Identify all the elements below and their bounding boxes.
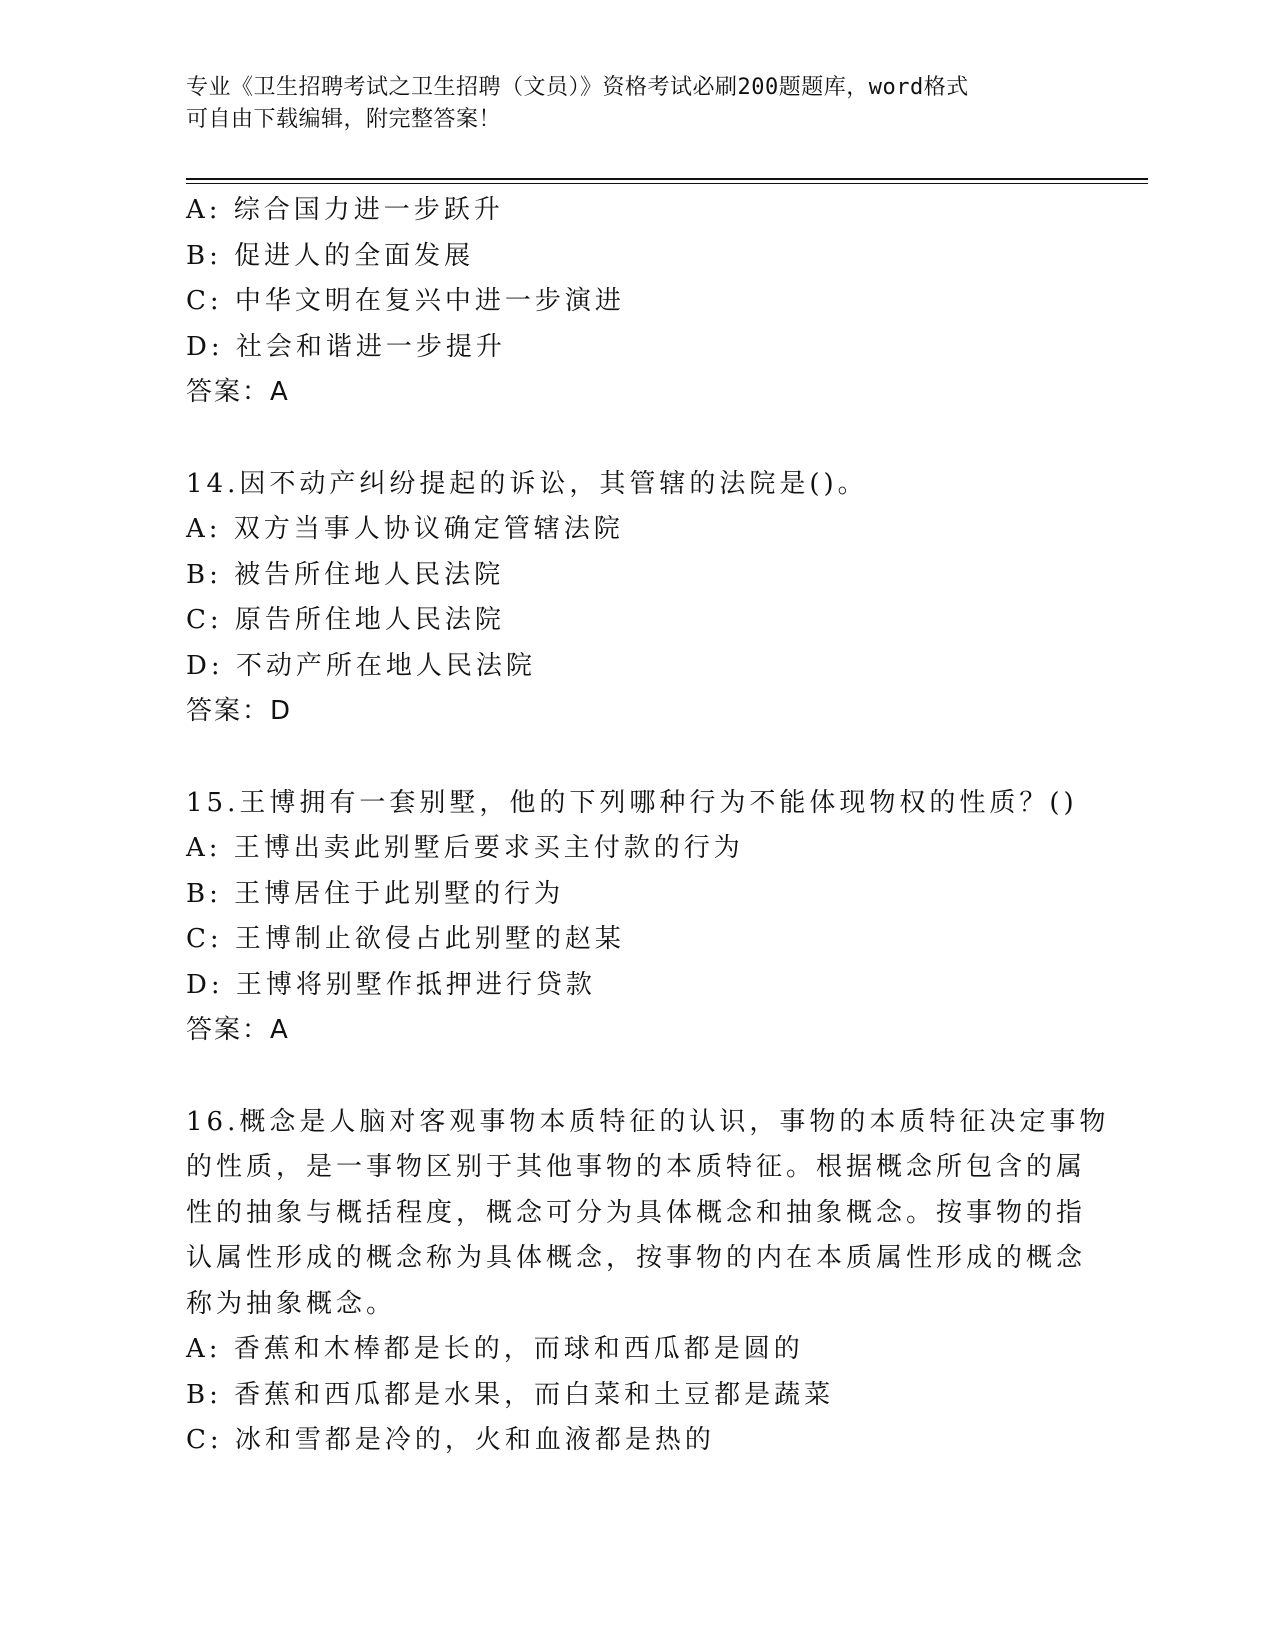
answer: 答案：D xyxy=(186,696,293,726)
answer: 答案：A xyxy=(186,1015,290,1045)
option-c: C: 原告所住地人民法院 xyxy=(186,605,505,635)
option-a: A: 综合国力进一步跃升 xyxy=(186,195,504,225)
option-d: D: 不动产所在地人民法院 xyxy=(186,650,536,681)
question-stem-line: 称为抽象概念。 xyxy=(186,1288,397,1319)
option-d: D: 王博将别墅作抵押进行贷款 xyxy=(186,969,596,1000)
option-a: A: 王博出卖此别墅后要求买主付款的行为 xyxy=(186,833,744,863)
question-stem-line: 16.概念是人脑对客观事物本质特征的认识，事物的本质特征决定事物 xyxy=(186,1106,1110,1137)
header-line-2: 可自由下载编辑，附完整答案！ xyxy=(186,107,502,132)
question-16 xyxy=(186,1100,1110,1464)
option-b: B: 促进人的全面发展 xyxy=(186,240,475,271)
option-b: B: 香蕉和西瓜都是水果，而白菜和土豆都是蔬菜 xyxy=(186,1379,835,1410)
option-b: B: 王博居住于此别墅的行为 xyxy=(186,878,565,909)
question-stem: 15.王博拥有一套别墅，他的下列哪种行为不能体现物权的性质？() xyxy=(186,787,1078,818)
header-line-1: 专业《卫生招聘考试之卫生招聘（文员）》资格考试必刷200题题库，word格式 xyxy=(186,75,969,100)
document-header xyxy=(186,72,1086,136)
option-a: A: 双方当事人协议确定管辖法院 xyxy=(186,514,624,544)
option-b: B: 被告所住地人民法院 xyxy=(186,559,505,590)
question-list xyxy=(186,188,1110,1464)
question-15 xyxy=(186,781,1086,1054)
option-a: A: 香蕉和木棒都是长的，而球和西瓜都是圆的 xyxy=(186,1334,804,1364)
question-stem-line: 性的抽象与概括程度，概念可分为具体概念和抽象概念。按事物的指 xyxy=(186,1197,1087,1228)
question-14 xyxy=(186,462,1086,735)
option-c: C: 王博制止欲侵占此别墅的赵某 xyxy=(186,924,625,954)
spacer xyxy=(186,1054,1086,1100)
question-stem-line: 的性质，是一事物区别于其他事物的本质特征。根据概念所包含的属 xyxy=(186,1152,1087,1182)
header-rule-thick xyxy=(186,178,1148,180)
question-stem: 14.因不动产纠纷提起的诉讼，其管辖的法院是()。 xyxy=(186,468,868,499)
question-13-tail xyxy=(186,188,1086,416)
header-rule-thin xyxy=(186,183,1148,184)
option-c: C: 中华文明在复兴中进一步演进 xyxy=(186,286,625,316)
option-d: D: 社会和谐进一步提升 xyxy=(186,331,506,362)
question-stem-line: 认属性形成的概念称为具体概念，按事物的内在本质属性形成的概念 xyxy=(186,1243,1087,1273)
spacer xyxy=(186,416,1086,462)
answer: 答案：A xyxy=(186,377,290,407)
option-c: C: 冰和雪都是冷的，火和血液都是热的 xyxy=(186,1425,715,1455)
spacer xyxy=(186,735,1086,781)
